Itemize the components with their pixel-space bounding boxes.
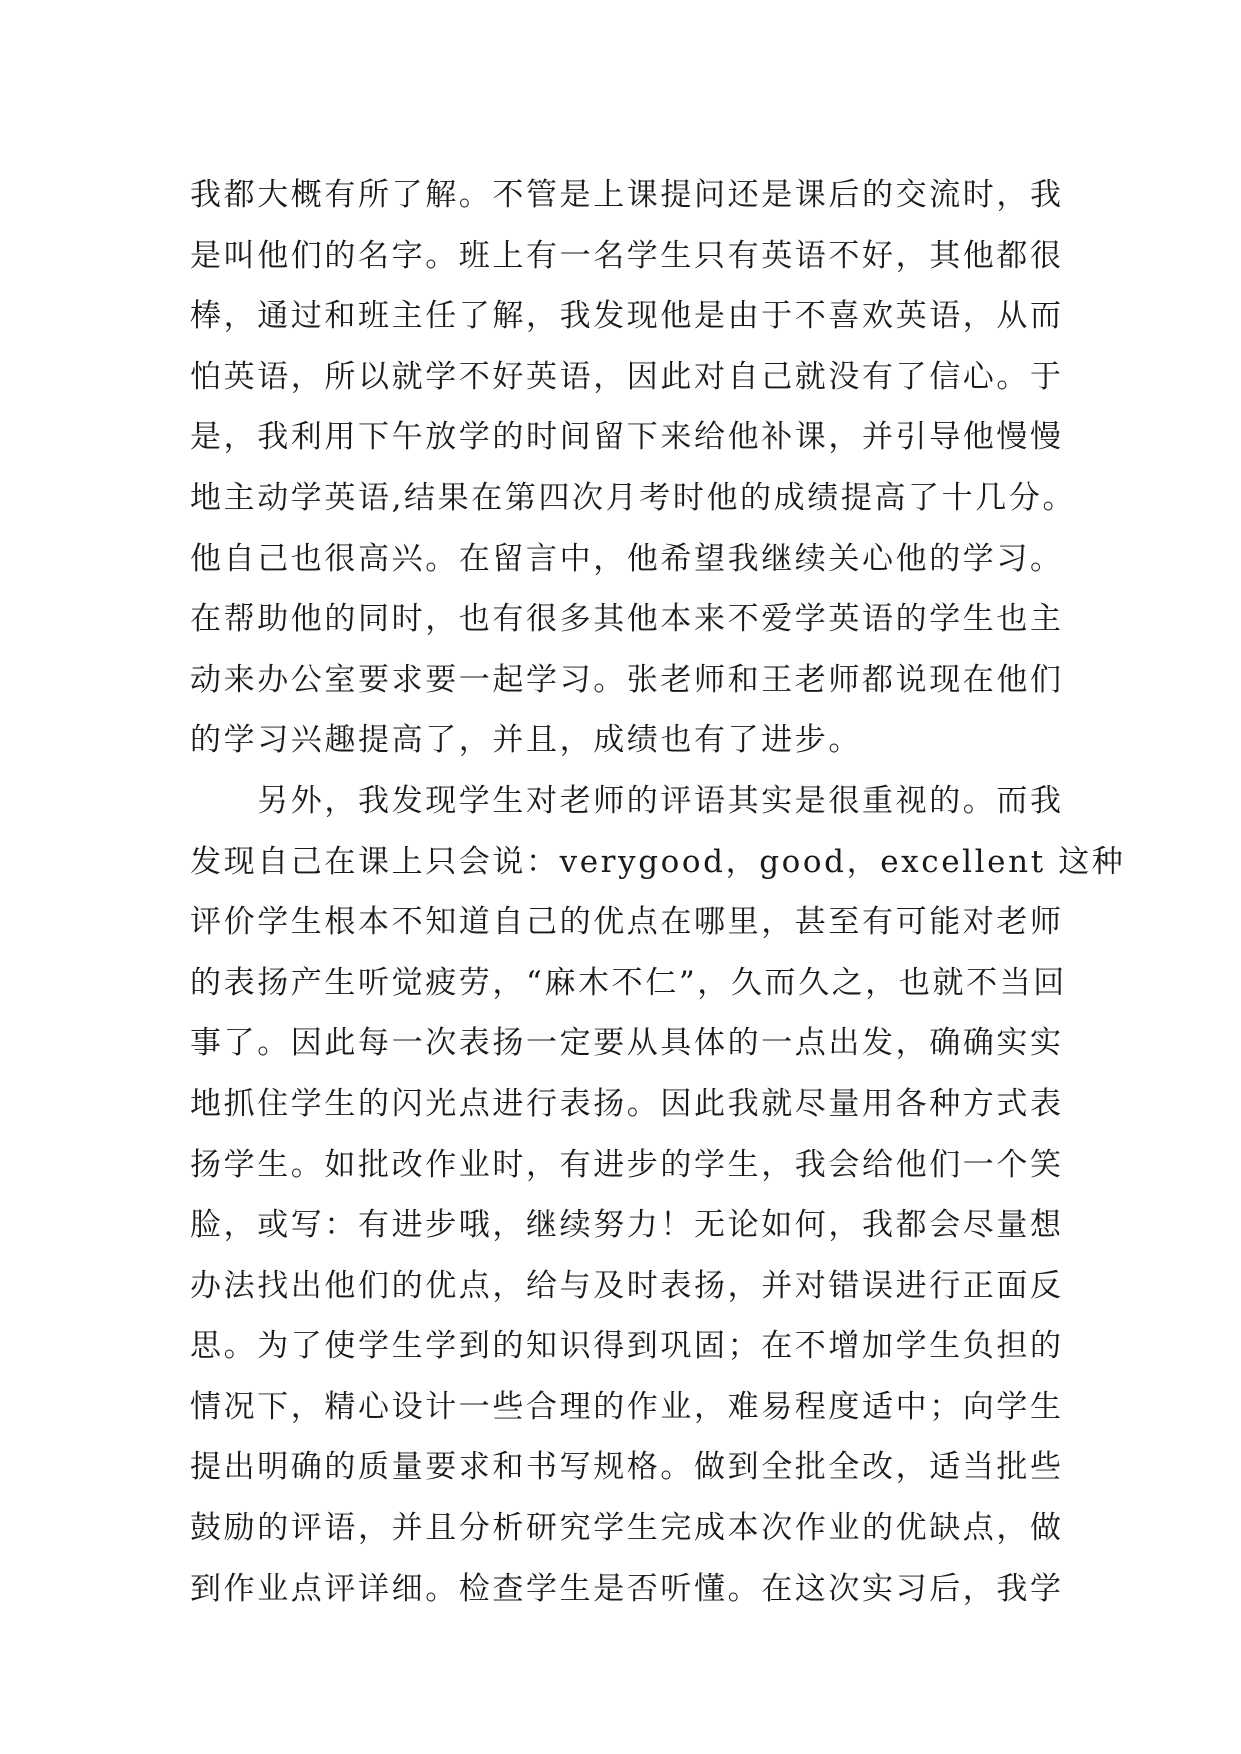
text-line: 的表扬产生听觉疲劳，“麻木不仁”，久而久之，也就不当回 [190, 964, 1067, 1001]
text-line: 另外，我发现学生对老师的评语其实是很重视的。而我 [190, 782, 1064, 819]
text-line: 在帮助他的同时，也有很多其他本来不爱学英语的学生也主 [190, 601, 1064, 638]
text-line: 扬学生。如批改作业时，有进步的学生，我会给他们一个笑 [190, 1146, 1064, 1183]
body-text [190, 165, 1126, 1619]
text-line: 到作业点评详细。检查学生是否听懂。在这次实习后，我学 [190, 1570, 1064, 1607]
text-line: 提出明确的质量要求和书写规格。做到全批全改，适当批些 [190, 1449, 1064, 1486]
text-line: 办法找出他们的优点，给与及时表扬，并对错误进行正面反 [190, 1267, 1064, 1304]
text-line: 情况下，精心设计一些合理的作业，难易程度适中；向学生 [190, 1388, 1064, 1425]
text-line: 地抓住学生的闪光点进行表扬。因此我就尽量用各种方式表 [190, 1085, 1064, 1122]
text-line: 事了。因此每一次表扬一定要从具体的一点出发，确确实实 [190, 1025, 1064, 1062]
text-line: 地主动学英语,结果在第四次月考时他的成绩提高了十几分。 [190, 479, 1077, 516]
text-line: 发现自己在课上只会说：verygood，good，excellent 这种 [190, 843, 1126, 880]
text-line: 动来办公室要求要一起学习。张老师和王老师都说现在他们 [190, 661, 1064, 698]
text-line: 鼓励的评语，并且分析研究学生完成本次作业的优缺点，做 [190, 1510, 1064, 1547]
text-line: 是，我利用下午放学的时间留下来给他补课，并引导他慢慢 [190, 419, 1064, 456]
text-line: 他自己也很高兴。在留言中，他希望我继续关心他的学习。 [190, 540, 1064, 577]
text-line: 评价学生根本不知道自己的优点在哪里，甚至有可能对老师 [190, 904, 1064, 941]
text-line: 的学习兴趣提高了，并且，成绩也有了进步。 [190, 722, 862, 759]
text-line: 怕英语，所以就学不好英语，因此对自己就没有了信心。于 [190, 358, 1064, 395]
text-line: 是叫他们的名字。班上有一名学生只有英语不好，其他都很 [190, 237, 1064, 274]
text-line: 思。为了使学生学到的知识得到巩固；在不增加学生负担的 [190, 1328, 1064, 1365]
text-line: 棒，通过和班主任了解，我发现他是由于不喜欢英语，从而 [190, 298, 1064, 335]
text-line: 脸，或写：有进步哦，继续努力！无论如何，我都会尽量想 [190, 1207, 1064, 1244]
text-line: 我都大概有所了解。不管是上课提问还是课后的交流时，我 [190, 177, 1064, 213]
